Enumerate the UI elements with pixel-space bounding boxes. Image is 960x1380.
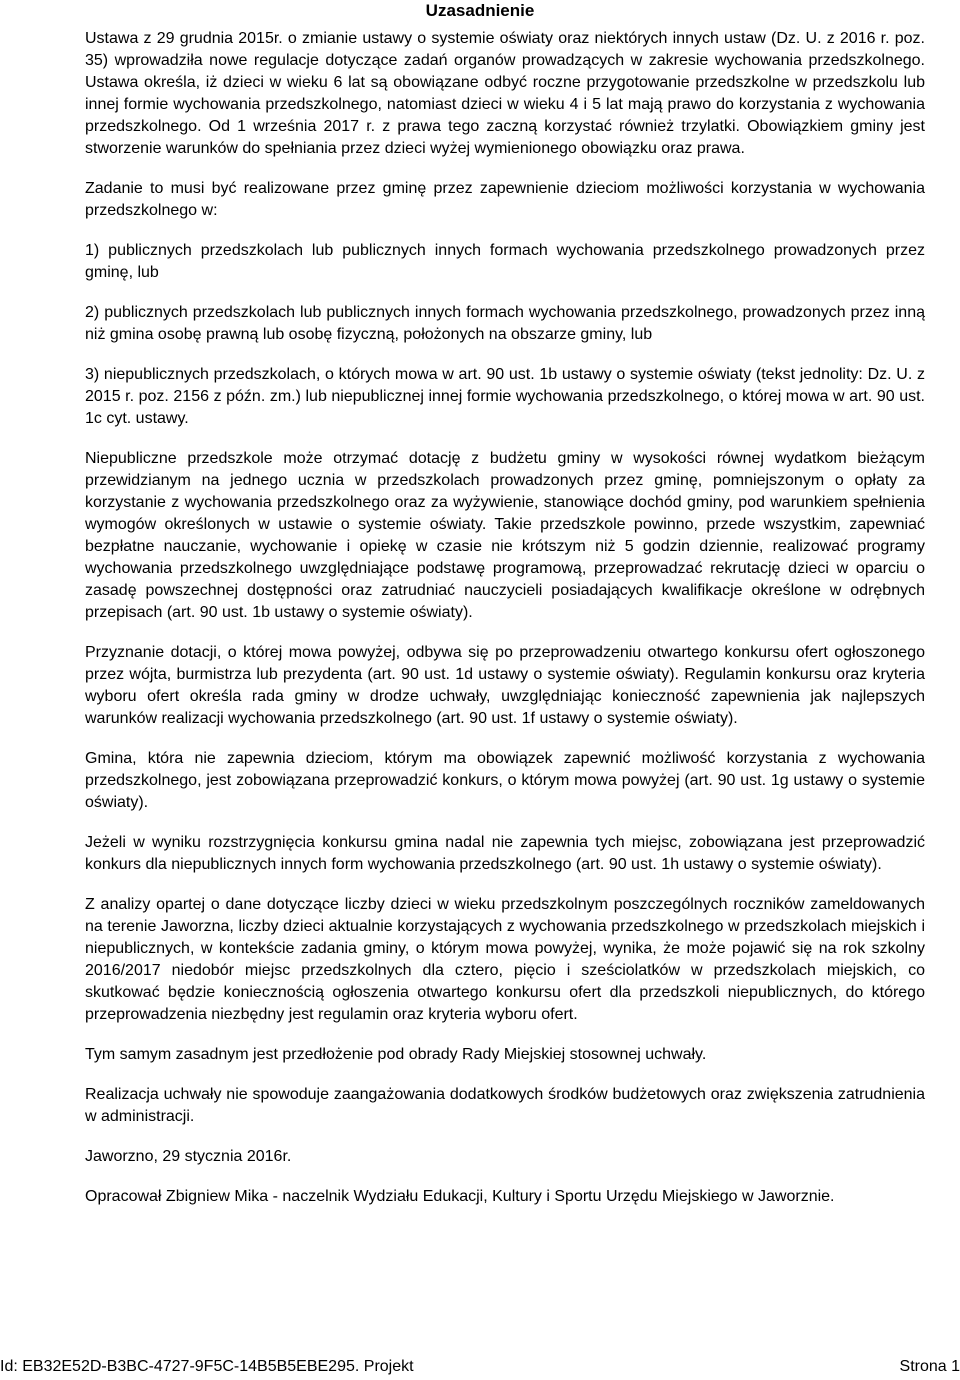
document-title: Uzasadnienie [425,1,535,20]
document-id: Id: EB32E52D-B3BC-4727-9F5C-14B5B5EBE295. Projekt [0,1358,414,1375]
list-item-2: 2) publicznych przedszkolach lub publicznych innych formach wychowania przedszkolnego, prowadzonych przez inną niż gmina osobę prawną lub osobę fizyczną, położonych na obszarze gminy, lub [85,304,925,343]
document-body [85,28,925,1226]
paragraph-municipality-obligation: Gmina, która nie zapewnia dzieciom, którym ma obowiązek zapewnić możliwość korzystania z wychowania przedszkolnego, jest zobowiązana przeprowadzić konkurs, o którym mowa powyżej (art. 90 ust. 1g ustawy o systemie oświaty). [85,750,925,811]
list-item-1: 1) publicznych przedszkolach lub publicznych innych formach wychowania przedszkolnego prowadzonych przez gminę, lub [85,242,925,281]
paragraph-second-competition: Jeżeli w wyniku rozstrzygnięcia konkursu gmina nadal nie zapewnia tych miejsc, zobowiązana jest przeprowadzić konkurs dla niepublicznych innych form wychowania przedszkolnego (art. 90 ust. 1h ustawy o systemie oświaty). [85,834,925,873]
paragraph-budget: Realizacja uchwały nie spowoduje zaangażowania dodatkowych środków budżetowych oraz zwiększenia zatrudnienia w administracji. [85,1086,925,1125]
author-line: Opracował Zbigniew Mika - naczelnik Wydziału Edukacji, Kultury i Sportu Urzędu Miejskiego w Jaworznie. [85,1188,835,1205]
paragraph-legal-basis: Ustawa z 29 grudnia 2015r. o zmianie ustawy o systemie oświaty oraz niektórych innych ustaw (Dz. U. z 2016 r. poz. 35) wprowadziła nowe regulacje dotyczące zadań organów prowadzących w zakresie wychowania przedszkolnego. Ustawa określa, iż dzieci w wieku 6 lat są obowiązane odbyć roczne przygotowanie przedszkolne w przedszkolu lub innej formie wychowania przedszkolnego, natomiast dzieci w wieku 4 i 5 lat mają prawo do korzystania z wychowania przedszkolnego. Od 1 września 2017 r. z prawa tego zaczną korzystać również trzylatki. Obowiązkiem gminy jest stworzenie warunków do spełniania przez dzieci wyżej wymienionego obowiązku oraz prawa. [85,30,925,157]
date-line: Jaworzno, 29 stycznia 2016r. [85,1148,292,1165]
paragraph-proposal: Tym samym zasadnym jest przedłożenie pod obrady Rady Miejskiej stosownej uchwały. [85,1046,707,1063]
paragraph-subsidy: Niepubliczne przedszkole może otrzymać dotację z budżetu gminy w wysokości równej wydatkom bieżącym przewidzianym na jednego ucznia w przedszkolach prowadzonych przez gminę, pomniejszonym o opłaty za korzystanie z wychowania przedszkolnego oraz za wyżywienie, stanowiące dochód gminy, pod warunkiem spełnienia wymogów określonych w ustawie o systemie oświaty. Takie przedszkole powinno, przede wszystkim, zapewniać bezpłatne nauczanie, wychowanie i opiekę w czasie nie krótszym niż 5 godzin dziennie, realizować programy wychowania przedszkolnego uwzględniające podstawę programową, przeprowadzać rekrutację dzieci w oparciu o zasadę powszechnej dostępności oraz zatrudniać nauczycieli posiadających kwalifikacje określone w odrębnych przepisach (art. 90 ust. 1b ustawy o systemie oświaty). [85,450,925,621]
paragraph-analysis: Z analizy opartej o dane dotyczące liczby dzieci w wieku przedszkolnym poszczególnych roczników zameldowanych na terenie Jaworzna, liczby dzieci aktualnie korzystających z wychowania przedszkolnego w przedszkolach miejskich i niepublicznych, w kontekście zadania gminy, o którym mowa powyżej, wynika, że może pojawić się na rok szkolny 2016/2017 niedobór miejsc przedszkolnych dla cztero, pięcio i sześciolatków w przedszkolach miejskich, co skutkować będzie koniecznością ogłoszenia otwartego konkursu ofert dla przedszkoli niepublicznych, do którego przeprowadzenia niezbędny jest regulamin oraz kryteria wyboru ofert. [85,896,925,1023]
paragraph-competition: Przyznanie dotacji, o której mowa powyżej, odbywa się po przeprowadzeniu otwartego konkursu ofert ogłoszonego przez wójta, burmistrza lub prezydenta (art. 90 ust. 1d ustawy o systemie oświaty). Regulamin konkursu oraz kryteria wyboru ofert określa rada gminy w drodze uchwały, uwzględniając konieczność zapewnienia jak najlepszych warunków realizacji wychowania przedszkolnego (art. 90 ust. 1f ustawy o systemie oświaty). [85,644,925,727]
paragraph-task-intro: Zadanie to musi być realizowane przez gminę przez zapewnienie dzieciom możliwości korzystania w wychowania przedszkolnego w: [85,180,925,219]
list-item-3: 3) niepublicznych przedszkolach, o których mowa w art. 90 ust. 1b ustawy o systemie oświaty (tekst jednolity: Dz. U. z 2015 r. poz. 2156 z późn. zm.) lub niepublicznej innej formie wychowania przedszkolnego, o której mowa w art. 90 ust. 1c cyt. ustawy. [85,366,925,427]
page-number: Strona 1 [899,1358,960,1375]
